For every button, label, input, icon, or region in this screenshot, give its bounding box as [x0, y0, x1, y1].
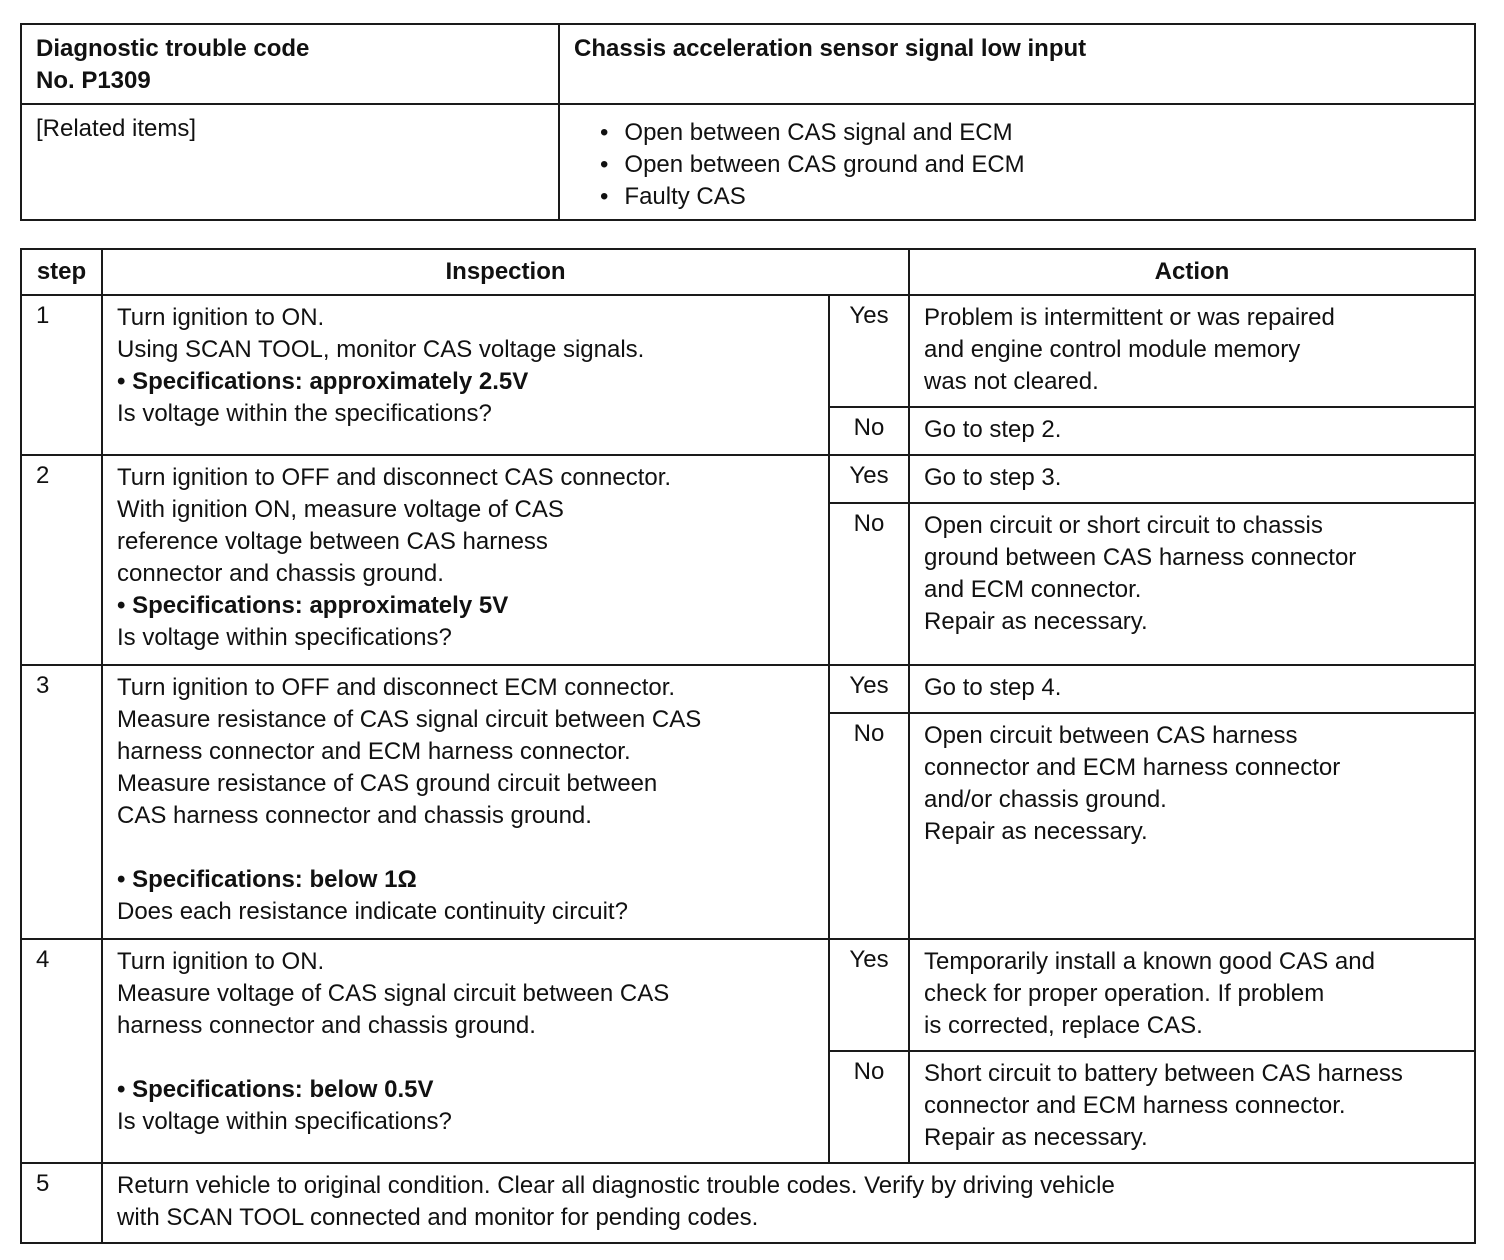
inspection-line: Turn ignition to OFF and disconnect CAS connector.	[117, 464, 672, 491]
no-action	[909, 503, 1475, 665]
dtc-code-cell	[21, 24, 559, 104]
dtc-title: Chassis acceleration sensor signal low input	[574, 35, 1087, 62]
action-line: Repair as necessary.	[924, 1124, 1148, 1151]
action-column-header: Action	[909, 249, 1475, 295]
yes-action	[909, 455, 1475, 503]
specification-line: • Specifications: below 1Ω	[117, 866, 417, 893]
step-4-yes-row	[21, 939, 1475, 1051]
action-line: Short circuit to battery between CAS harness	[924, 1060, 1403, 1087]
step-inspection	[102, 665, 829, 939]
no-label: No	[829, 503, 909, 665]
inspection-line: harness connector and ECM harness connector.	[117, 738, 631, 765]
no-label: No	[829, 713, 909, 939]
inspection-line: Turn ignition to OFF and disconnect ECM connector.	[117, 674, 676, 701]
yes-label: Yes	[829, 665, 909, 713]
no-action	[909, 1051, 1475, 1163]
specification-line: • Specifications: approximately 2.5V	[117, 368, 529, 395]
step-5-row	[21, 1163, 1475, 1243]
yes-action	[909, 665, 1475, 713]
inspection-line: with SCAN TOOL connected and monitor for pending codes.	[117, 1204, 759, 1231]
step-inspection	[102, 939, 829, 1163]
action-line: and engine control module memory	[924, 336, 1301, 363]
related-items-cell	[559, 104, 1475, 220]
no-action	[909, 407, 1475, 455]
inspection-line: With ignition ON, measure voltage of CAS	[117, 496, 564, 523]
step-number: 4	[21, 939, 102, 1163]
related-item: • Faulty CAS	[600, 181, 1460, 213]
action-line: connector and ECM harness connector.	[924, 1092, 1346, 1119]
step-2-yes-row	[21, 455, 1475, 503]
step-inspection	[102, 295, 829, 455]
inspection-line: harness connector and chassis ground.	[117, 1012, 536, 1039]
yes-action	[909, 295, 1475, 407]
procedure-header-row	[21, 249, 1475, 295]
inspection-line: Measure resistance of CAS ground circuit between	[117, 770, 658, 797]
yes-label: Yes	[829, 295, 909, 407]
action-line: Open circuit or short circuit to chassis	[924, 512, 1323, 539]
dtc-code-number: No. P1309	[36, 67, 151, 94]
action-line: Temporarily install a known good CAS and	[924, 948, 1375, 975]
step-number: 1	[21, 295, 102, 455]
yes-action	[909, 939, 1475, 1051]
specification-line: • Specifications: below 0.5V	[117, 1076, 434, 1103]
related-item: • Open between CAS signal and ECM	[600, 117, 1460, 149]
inspection-column-header: Inspection	[102, 249, 909, 295]
action-line: was not cleared.	[924, 368, 1099, 395]
no-action	[909, 713, 1475, 939]
inspection-line: Turn ignition to ON.	[117, 948, 325, 975]
yes-label: Yes	[829, 939, 909, 1051]
step-inspection	[102, 455, 829, 665]
action-line: and ECM connector.	[924, 576, 1142, 603]
inspection-question: Is voltage within the specifications?	[117, 400, 492, 427]
inspection-question: Does each resistance indicate continuity circuit?	[117, 898, 628, 925]
dtc-title-cell	[559, 24, 1475, 104]
related-item: • Open between CAS ground and ECM	[600, 149, 1460, 181]
step-1-yes-row	[21, 295, 1475, 407]
inspection-line: Using SCAN TOOL, monitor CAS voltage signals.	[117, 336, 645, 363]
no-label: No	[829, 1051, 909, 1163]
action-line: Problem is intermittent or was repaired	[924, 304, 1335, 331]
action-line: and/or chassis ground.	[924, 786, 1167, 813]
inspection-question: Is voltage within specifications?	[117, 624, 452, 651]
related-label-cell	[21, 104, 559, 220]
action-line: Repair as necessary.	[924, 818, 1148, 845]
action-line: connector and ECM harness connector	[924, 754, 1341, 781]
inspection-line: Turn ignition to ON.	[117, 304, 325, 331]
step-number: 5	[21, 1163, 102, 1243]
step-number: 2	[21, 455, 102, 665]
inspection-line: Return vehicle to original condition. Clear all diagnostic trouble codes. Verify by driving vehicle	[117, 1172, 1115, 1199]
dtc-header-table	[20, 23, 1476, 221]
action-line: is corrected, replace CAS.	[924, 1012, 1203, 1039]
step-3-yes-row	[21, 665, 1475, 713]
inspection-question: Is voltage within specifications?	[117, 1108, 452, 1135]
related-items-label: [Related items]	[36, 115, 197, 142]
action-line: Open circuit between CAS harness	[924, 722, 1298, 749]
step-number: 3	[21, 665, 102, 939]
step-column-header: step	[21, 249, 102, 295]
specification-line: • Specifications: approximately 5V	[117, 592, 509, 619]
inspection-line: CAS harness connector and chassis ground.	[117, 802, 592, 829]
inspection-line: reference voltage between CAS harness	[117, 528, 548, 555]
action-line: Go to step 4.	[924, 674, 1062, 701]
inspection-line: Measure resistance of CAS signal circuit between CAS	[117, 706, 702, 733]
yes-label: Yes	[829, 455, 909, 503]
step-5-text	[102, 1163, 1475, 1243]
action-line: check for proper operation. If problem	[924, 980, 1325, 1007]
action-line: Go to step 2.	[924, 416, 1062, 443]
dtc-code-label: Diagnostic trouble code	[36, 35, 310, 62]
no-label: No	[829, 407, 909, 455]
action-line: ground between CAS harness connector	[924, 544, 1357, 571]
action-line: Repair as necessary.	[924, 608, 1148, 635]
related-items-list	[574, 113, 1460, 213]
inspection-line: connector and chassis ground.	[117, 560, 444, 587]
action-line: Go to step 3.	[924, 464, 1062, 491]
procedure-table	[20, 248, 1476, 1244]
inspection-line: Measure voltage of CAS signal circuit between CAS	[117, 980, 670, 1007]
